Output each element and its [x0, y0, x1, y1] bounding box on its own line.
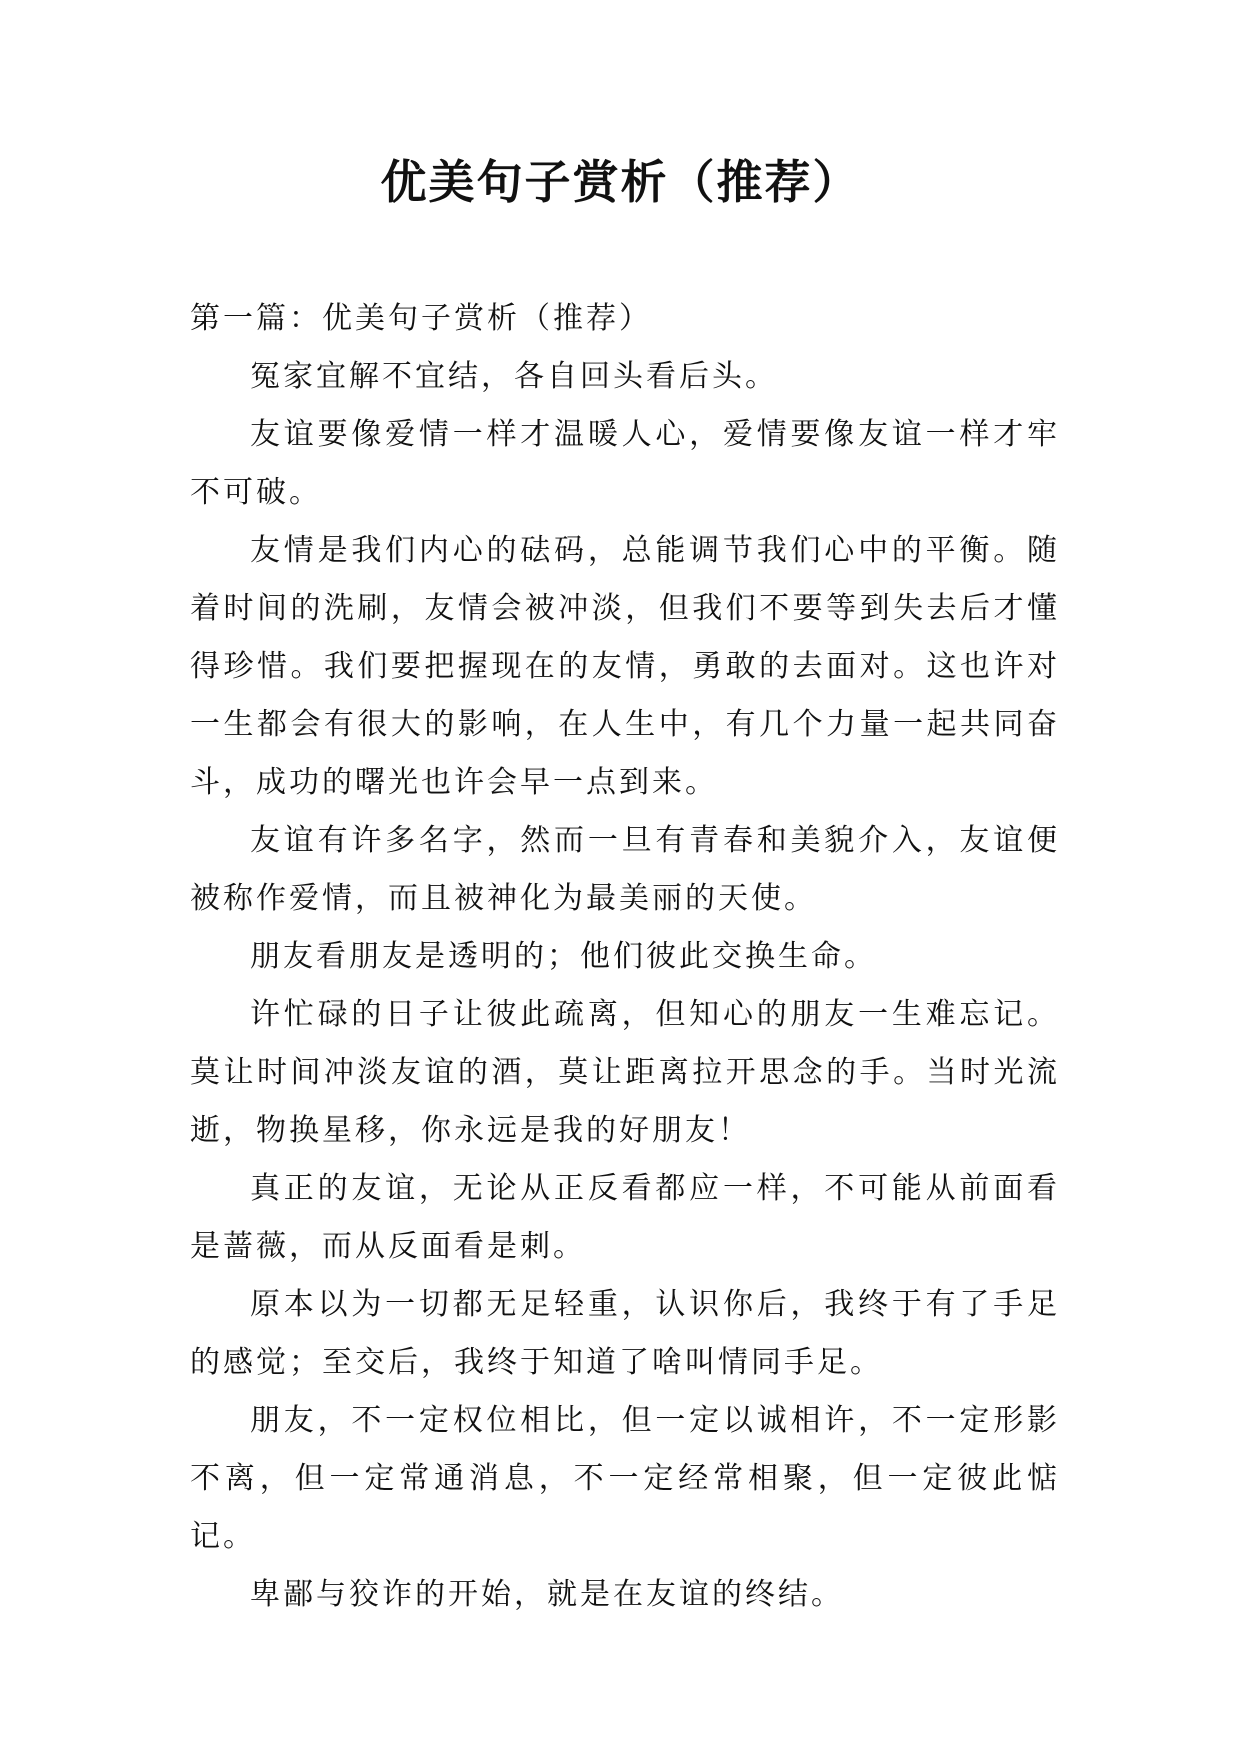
paragraph: 冤家宜解不宜结，各自回头看后头。	[250, 359, 778, 394]
section-heading: 第一篇：优美句子赏析（推荐）	[190, 301, 652, 336]
paragraph: 朋友，不一定权位相比，但一定以诚相许，不一定形影不离，但一定常通消息，不一定经常相聚，但一定彼此惦记。	[190, 1403, 1060, 1554]
paragraph: 许忙碌的日子让彼此疏离，但知心的朋友一生难忘记。莫让时间冲淡友谊的酒，莫让距离拉开思念的手。当时光流逝，物换星移，你永远是我的好朋友！	[190, 997, 1060, 1148]
paragraph: 友谊有许多名字，然而一旦有青春和美貌介入，友谊便被称作爱情，而且被神化为最美丽的天使。	[190, 823, 1060, 916]
paragraph: 原本以为一切都无足轻重，认识你后，我终于有了手足的感觉；至交后，我终于知道了啥叫情同手足。	[190, 1287, 1060, 1380]
paragraph: 友谊要像爱情一样才温暖人心，爱情要像友谊一样才牢不可破。	[190, 417, 1060, 510]
document-title: 优美句子赏析（推荐）	[380, 155, 861, 209]
paragraph: 卑鄙与狡诈的开始，就是在友谊的终结。	[250, 1577, 844, 1612]
document-body	[190, 290, 1060, 1624]
paragraph: 友情是我们内心的砝码，总能调节我们心中的平衡。随着时间的洗刷，友情会被冲淡，但我们不要等到失去后才懂得珍惜。我们要把握现在的友情，勇敢的去面对。这也许对一生都会有很大的影响，在人生中，有几个力量一起共同奋斗，成功的曙光也许会早一点到来。	[190, 533, 1060, 800]
paragraph: 朋友看朋友是透明的；他们彼此交换生命。	[250, 939, 877, 974]
paragraph: 真正的友谊，无论从正反看都应一样，不可能从前面看是蔷薇，而从反面看是刺。	[190, 1171, 1060, 1264]
